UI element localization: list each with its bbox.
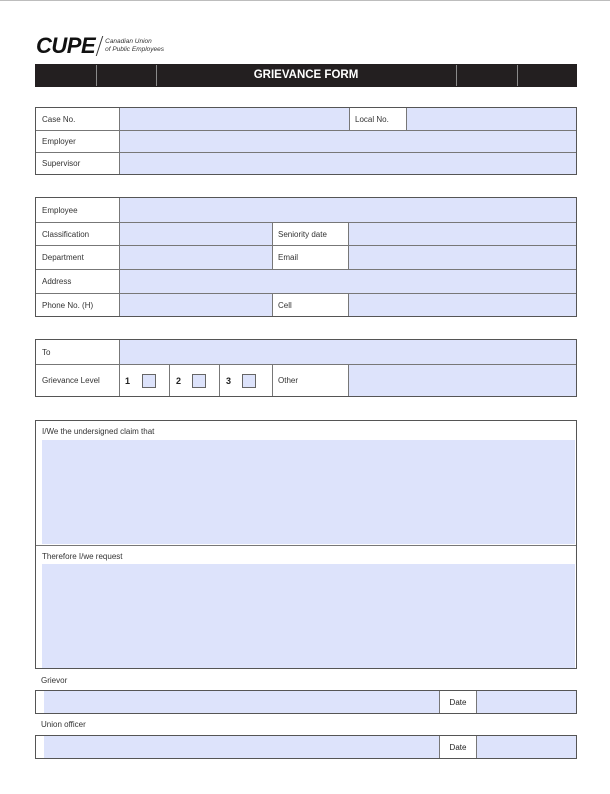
case-section	[35, 107, 577, 175]
classification-field[interactable]	[119, 223, 272, 245]
union-officer-signature-field[interactable]	[44, 736, 439, 758]
department-field[interactable]	[119, 246, 272, 269]
request-textarea[interactable]	[42, 564, 575, 668]
level-1-checkbox[interactable]	[142, 374, 156, 388]
phone-label: Phone No. (H)	[42, 300, 94, 310]
level-2-label: 2	[176, 375, 182, 386]
page-title: GRIEVANCE FORM	[253, 69, 359, 81]
grievor-date-label: Date	[439, 691, 477, 713]
department-row	[36, 245, 576, 269]
request-label: Therefore I/we request	[42, 552, 123, 561]
grievor-signature-field[interactable]	[44, 691, 439, 713]
address-row	[36, 269, 576, 293]
email-label: Email	[278, 253, 299, 262]
local-no-label: Local No.	[355, 114, 389, 124]
to-row	[36, 340, 576, 364]
case-no-label: Case No.	[42, 114, 76, 124]
page-top-rule	[0, 0, 610, 1]
employee-field[interactable]	[119, 198, 576, 222]
divider	[219, 365, 220, 396]
cell-label: Cell	[278, 300, 292, 310]
grievor-date-field[interactable]	[477, 691, 576, 713]
logo-subtitle	[105, 38, 164, 54]
case-no-field[interactable]	[119, 108, 349, 130]
union-officer-date-label: Date	[439, 736, 477, 758]
classification-label: Classification	[42, 229, 90, 239]
employee-row	[36, 198, 576, 222]
employee-section	[35, 197, 577, 317]
employer-field[interactable]	[119, 131, 576, 152]
logo-sub-line1: Canadian Union	[105, 38, 152, 45]
logo-sub-line2: of Public Employees	[105, 46, 165, 53]
claim-label: I/We the undersigned claim that	[42, 427, 155, 436]
divider	[119, 365, 120, 396]
local-no-field[interactable]	[406, 108, 576, 130]
employer-row	[36, 130, 576, 152]
phone-row	[36, 293, 576, 316]
department-label: Department	[42, 253, 84, 262]
phone-field[interactable]	[119, 294, 272, 316]
level-1-label: 1	[125, 375, 131, 386]
to-field[interactable]	[119, 340, 576, 364]
seniority-field[interactable]	[348, 223, 576, 245]
grievance-level-row	[36, 364, 576, 396]
union-officer-row	[35, 735, 577, 759]
email-field[interactable]	[348, 246, 576, 269]
supervisor-label: Supervisor	[42, 159, 81, 168]
case-row	[36, 108, 576, 130]
grievance-section	[35, 339, 577, 397]
claim-request-box	[35, 420, 577, 669]
supervisor-row	[36, 152, 576, 174]
cell-field[interactable]	[348, 294, 576, 316]
divider	[169, 365, 170, 396]
to-label: To	[42, 347, 51, 357]
supervisor-field[interactable]	[119, 153, 576, 174]
address-field[interactable]	[119, 270, 576, 293]
logo-wordmark: CUPE	[36, 33, 96, 58]
grievor-label: Grievor	[41, 676, 68, 685]
claim-textarea[interactable]	[42, 440, 575, 544]
level-2-checkbox[interactable]	[192, 374, 206, 388]
other-label: Other	[278, 376, 299, 385]
employee-label: Employee	[42, 205, 78, 215]
level-3-label: 3	[226, 375, 232, 386]
seniority-label: Seniority date	[278, 229, 327, 239]
union-officer-date-field[interactable]	[477, 736, 576, 758]
level-3-checkbox[interactable]	[242, 374, 256, 388]
grievance-level-label: Grievance Level	[42, 376, 100, 385]
title-bar	[35, 64, 577, 87]
other-field[interactable]	[348, 365, 576, 396]
address-label: Address	[42, 277, 72, 286]
cupe-logo	[36, 34, 164, 58]
logo-divider	[96, 36, 103, 56]
employer-label: Employer	[42, 137, 76, 146]
union-officer-label: Union officer	[41, 720, 86, 729]
grievor-row	[35, 690, 577, 714]
classification-row	[36, 222, 576, 245]
